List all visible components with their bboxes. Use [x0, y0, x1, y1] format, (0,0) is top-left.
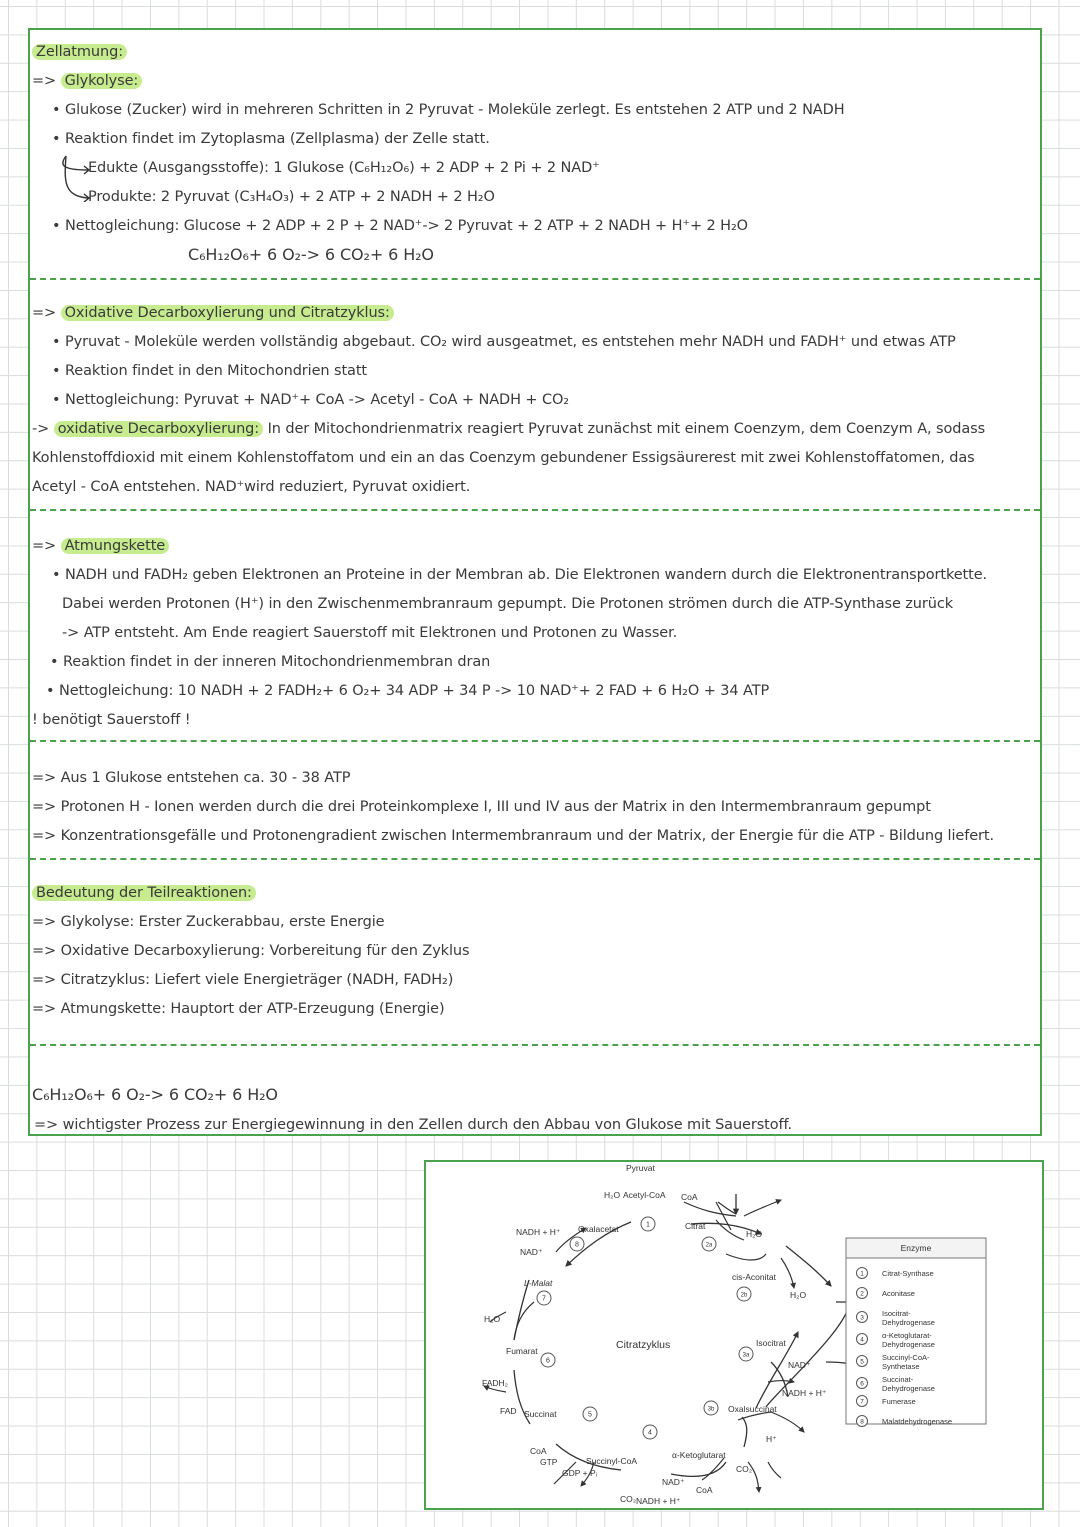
h2o-fumarat-label: H₂O: [484, 1314, 501, 1324]
final-statement: => wichtigster Prozess zur Energiegewinnung in den Zellen durch den Abbau von Glukose mit Sauerstoff.: [34, 1117, 793, 1133]
step-number-6: 6: [546, 1357, 550, 1365]
gtp-label: GTP: [540, 1457, 558, 1467]
produkte: Produkte: 2 Pyruvat (C₃H₄O₃) + 2 ATP + 2 NADH + 2 H₂O: [88, 189, 495, 205]
l-malat-label: L-Malat: [524, 1278, 553, 1288]
legend-number: 2: [860, 1290, 864, 1298]
nad-iso-label: NAD⁺: [788, 1360, 811, 1370]
step-number-3b: 3b: [707, 1406, 715, 1413]
bedeutung-2: => Oxidative Decarboxylierung: Vorbereitung für den Zyklus: [32, 943, 470, 959]
legend-number: 1: [860, 1270, 864, 1278]
fadh2-label: FADH₂: [482, 1378, 508, 1388]
coa-keto-label: CoA: [696, 1485, 713, 1495]
atmungskette-bullet-1-text: NADH und FADH₂ geben Elektronen an Proteine in der Membran ab. Die Elektronen wandern durch die Elektronentransportkette.: [64, 567, 988, 583]
glykolyse-nettogleichung: • Nettogleichung: Glucose + 2 ADP + 2 P + 2 NAD⁺-> 2 Pyruvat + 2 ATP + 2 NADH + H⁺+ 2 H₂O: [52, 218, 748, 234]
legend-enzyme-name: Dehydrogenase: [882, 1384, 935, 1393]
divider: [30, 740, 1040, 742]
glykolyse-nettogleichung-2: C₆H₁₂O₆+ 6 O₂-> 6 CO₂+ 6 H₂O: [188, 245, 434, 264]
isocitrat-label: Isocitrat: [756, 1338, 786, 1348]
legend-number: 5: [860, 1358, 864, 1366]
nad-keto-label: NAD⁺: [662, 1477, 685, 1487]
legend-number: 4: [860, 1336, 864, 1344]
co2-keto-label: CO₂: [620, 1494, 637, 1504]
divider: [30, 509, 1040, 511]
title: [32, 42, 127, 62]
legend-enzyme-name: Isocitrat-: [882, 1309, 911, 1318]
glykolyse-nettogleichung-text: Nettogleichung: Glucose + 2 ADP + 2 P + 2 NAD⁺-> 2 Pyruvat + 2 ATP + 2 NADH + H⁺+ 2 H₂O: [64, 218, 748, 234]
legend-enzyme-name: α-Ketoglutarat-: [882, 1331, 932, 1340]
divider: [30, 278, 1040, 280]
oxidative-bullet-2-text: Reaktion findet in den Mitochondrien statt: [64, 363, 368, 379]
oxidative-definition-1: -> oxidative Decarboxylierung: In der Mitochondrienmatrix reagiert Pyruvat zunächst mit einem Coenzym, dem Coenzym A, sodass: [32, 421, 986, 437]
title-highlight: Zellatmung:: [32, 44, 127, 60]
oxalsuccinat-label: Oxalsuccinat: [728, 1404, 777, 1414]
legend-enzyme-name: Synthetase: [882, 1362, 920, 1371]
citratzyklus-svg: [426, 1162, 1042, 1508]
pyruvat-label: Pyruvat: [626, 1163, 655, 1173]
atmungskette-bullet-1: • NADH und FADH₂ geben Elektronen an Proteine in der Membran ab. Die Elektronen wandern durch die Elektronentransportkette.: [52, 567, 988, 583]
atmungskette-nettogleichung: • Nettogleichung: 10 NADH + 2 FADH₂+ 6 O₂+ 34 ADP + 34 P -> 10 NAD⁺+ 2 FAD + 6 H₂O + 34 ATP: [46, 683, 770, 699]
glykolyse-label: Glykolyse:: [61, 73, 143, 89]
h-oxal-label: H⁺: [766, 1434, 777, 1444]
oxidative-bullet-3-text: Nettogleichung: Pyruvat + NAD⁺+ CoA -> Acetyl - CoA + NADH + CO₂: [64, 392, 569, 408]
legend-number: 3: [860, 1314, 864, 1322]
atmungskette-bullet-1-cont2: -> ATP entsteht. Am Ende reagiert Sauerstoff mit Elektronen und Protonen zu Wasser.: [62, 625, 678, 641]
bedeutung-1: => Glykolyse: Erster Zuckerabbau, erste Energie: [32, 914, 385, 930]
legend-title: Enzyme: [900, 1243, 932, 1253]
legend-enzyme-name: Malatdehydrogenase: [882, 1417, 953, 1426]
legend-enzyme-name: Citrat-Synthase: [882, 1269, 934, 1278]
succinyl-coa-label: Succinyl-CoA: [586, 1456, 638, 1466]
atmungskette-bullet-1-cont: Dabei werden Protonen (H⁺) in den Zwischenmembranraum gepumpt. Die Protonen strömen durch die ATP-Synthase zurück: [62, 596, 954, 612]
legend-number: 6: [860, 1380, 864, 1388]
legend-number: 7: [860, 1398, 864, 1406]
step-number-5: 5: [588, 1411, 592, 1419]
bedeutung-4: => Atmungskette: Hauptort der ATP-Erzeugung (Energie): [32, 1001, 445, 1017]
oxidative-bullet-2: • Reaktion findet in den Mitochondrien statt: [52, 363, 368, 379]
legend-enzyme-name: Succinyl-CoA-: [882, 1353, 930, 1362]
step-number-2a: 2a: [705, 1242, 713, 1249]
divider: [30, 858, 1040, 860]
summary-1: => Aus 1 Glukose entstehen ca. 30 - 38 ATP: [32, 770, 351, 786]
oxidative-definition-label: oxidative Decarboxylierung:: [54, 421, 263, 437]
oxidative-bullet-1: • Pyruvat - Moleküle werden vollständig abgebaut. CO₂ wird ausgeatmet, es entstehen mehr NADH und FADH⁺ und etwas ATP: [52, 334, 956, 350]
oxalacetat-label: Oxalacetat: [578, 1224, 619, 1234]
oxidative-definition-2: Kohlenstoffdioxid mit einem Kohlenstoffatom und ein an das Coenzym gebundener Essigsäurerest mit zwei Kohlenstoffatomen, das: [32, 450, 975, 466]
step-number-7: 7: [542, 1295, 546, 1303]
succinat-label: Succinat: [524, 1409, 557, 1419]
bedeutung-label: Bedeutung der Teilreaktionen:: [32, 885, 256, 901]
fad-label: FAD: [500, 1406, 517, 1416]
legend-enzyme-name: Fumerase: [882, 1397, 916, 1406]
oxidative-bullet-1-text: Pyruvat - Moleküle werden vollständig abgebaut. CO₂ wird ausgeatmet, es entstehen mehr NADH und FADH⁺ und etwas ATP: [64, 334, 956, 350]
fumarat-label: Fumarat: [506, 1346, 538, 1356]
legend-enzyme-name: Aconitase: [882, 1289, 915, 1298]
atmungskette-bullet-2: • Reaktion findet in der inneren Mitochondrienmembran dran: [50, 654, 491, 670]
legend-number: 8: [860, 1418, 864, 1426]
glykolyse-bullet-2: • Reaktion findet im Zytoplasma (Zellplasma) der Zelle statt.: [52, 131, 490, 147]
step-number-1: 1: [646, 1221, 650, 1229]
oxidative-heading: => Oxidative Decarboxylierung und Citratzyklus:: [32, 303, 394, 323]
glykolyse-heading: => Glykolyse:: [32, 71, 142, 91]
glykolyse-bullet-1: • Glukose (Zucker) wird in mehreren Schritten in 2 Pyruvat - Moleküle zerlegt. Es entstehen 2 ATP und 2 NADH: [52, 102, 845, 118]
bedeutung-3: => Citratzyklus: Liefert viele Energieträger (NADH, FADH₂): [32, 972, 454, 988]
co2-oxal-label: CO₂: [736, 1464, 753, 1474]
atmungskette-heading: => Atmungskette: [32, 536, 169, 556]
cis-aconitat-label: cis-Aconitat: [732, 1272, 776, 1282]
step-number-3a: 3a: [742, 1352, 750, 1359]
oxidative-definition-text-1: In der Mitochondrienmatrix reagiert Pyruvat zunächst mit einem Coenzym, dem Coenzym A, sodass: [263, 421, 986, 437]
step-number-4: 4: [648, 1429, 652, 1437]
h2o-top-label: H₂O: [604, 1190, 621, 1200]
oxidative-label: Oxidative Decarboxylierung und Citratzyklus:: [61, 305, 394, 321]
bedeutung-heading: [32, 883, 256, 903]
a-ketoglutarat-label: α-Ketoglutarat: [672, 1450, 726, 1460]
divider: [30, 1044, 1040, 1046]
atmungskette-label: Atmungskette: [61, 538, 170, 554]
citratzyklus-diagram: [424, 1160, 1044, 1510]
legend-enzyme-name: Succinat-: [882, 1375, 914, 1384]
nadh-malat-label: NADH + H⁺: [516, 1227, 561, 1237]
gdp-label: GDP + Pᵢ: [562, 1468, 597, 1478]
atmungskette-bullet-2-text: Reaktion findet in der inneren Mitochondrienmembran dran: [62, 654, 491, 670]
step-markers: [537, 1217, 753, 1439]
nadh-keto-label: NADH + H⁺: [636, 1496, 681, 1506]
nadh-iso-label: NADH + H⁺: [782, 1388, 827, 1398]
notes-sheet: [28, 28, 1042, 1136]
citrat-label: Citrat: [685, 1221, 706, 1231]
step-number-2b: 2b: [740, 1292, 748, 1299]
coa-top-label: CoA: [681, 1192, 698, 1202]
legend-enzyme-name: Dehydrogenase: [882, 1340, 935, 1349]
glykolyse-bullet-1-text: Glukose (Zucker) wird in mehreren Schritten in 2 Pyruvat - Moleküle zerlegt. Es entstehen 2 ATP und 2 NADH: [64, 102, 845, 118]
h2o-cis-label: H₂O: [790, 1290, 807, 1300]
final-equation: C₆H₁₂O₆+ 6 O₂-> 6 CO₂+ 6 H₂O: [32, 1085, 278, 1104]
legend-enzyme-name: Dehydrogenase: [882, 1318, 935, 1327]
nad-malat-label: NAD⁺: [520, 1247, 543, 1257]
oxidative-bullet-3: • Nettogleichung: Pyruvat + NAD⁺+ CoA -> Acetyl - CoA + NADH + CO₂: [52, 392, 569, 408]
glykolyse-bullet-2-text: Reaktion findet im Zytoplasma (Zellplasma) der Zelle statt.: [64, 131, 490, 147]
summary-3: => Konzentrationsgefälle und Protonengradient zwischen Intermembranraum und der Matrix, der Energie für die ATP - Bildung liefert.: [32, 828, 995, 844]
coa-succ-label: CoA: [530, 1446, 547, 1456]
acetyl-coa-label: Acetyl-CoA: [623, 1190, 666, 1200]
edukte: Edukte (Ausgangsstoffe): 1 Glukose (C₆H₁₂O₆) + 2 ADP + 2 Pi + 2 NAD⁺: [88, 160, 600, 176]
center-label: Citratzyklus: [616, 1339, 671, 1351]
oxidative-definition-3: Acetyl - CoA entstehen. NAD⁺wird reduziert, Pyruvat oxidiert.: [32, 479, 471, 495]
summary-2: => Protonen H - Ionen werden durch die drei Proteinkomplexe I, III und IV aus der Matrix in den Intermembranraum gepumpt: [32, 799, 931, 815]
h2o-citrat-label: H₂O: [746, 1229, 763, 1239]
atmungskette-nettogleichung-text: Nettogleichung: 10 NADH + 2 FADH₂+ 6 O₂+ 34 ADP + 34 P -> 10 NAD⁺+ 2 FAD + 6 H₂O + 34 ATP: [58, 683, 770, 699]
atmungskette-warning: ! benötigt Sauerstoff !: [32, 712, 191, 728]
enzyme-legend: [846, 1238, 986, 1427]
step-number-8: 8: [575, 1241, 579, 1249]
